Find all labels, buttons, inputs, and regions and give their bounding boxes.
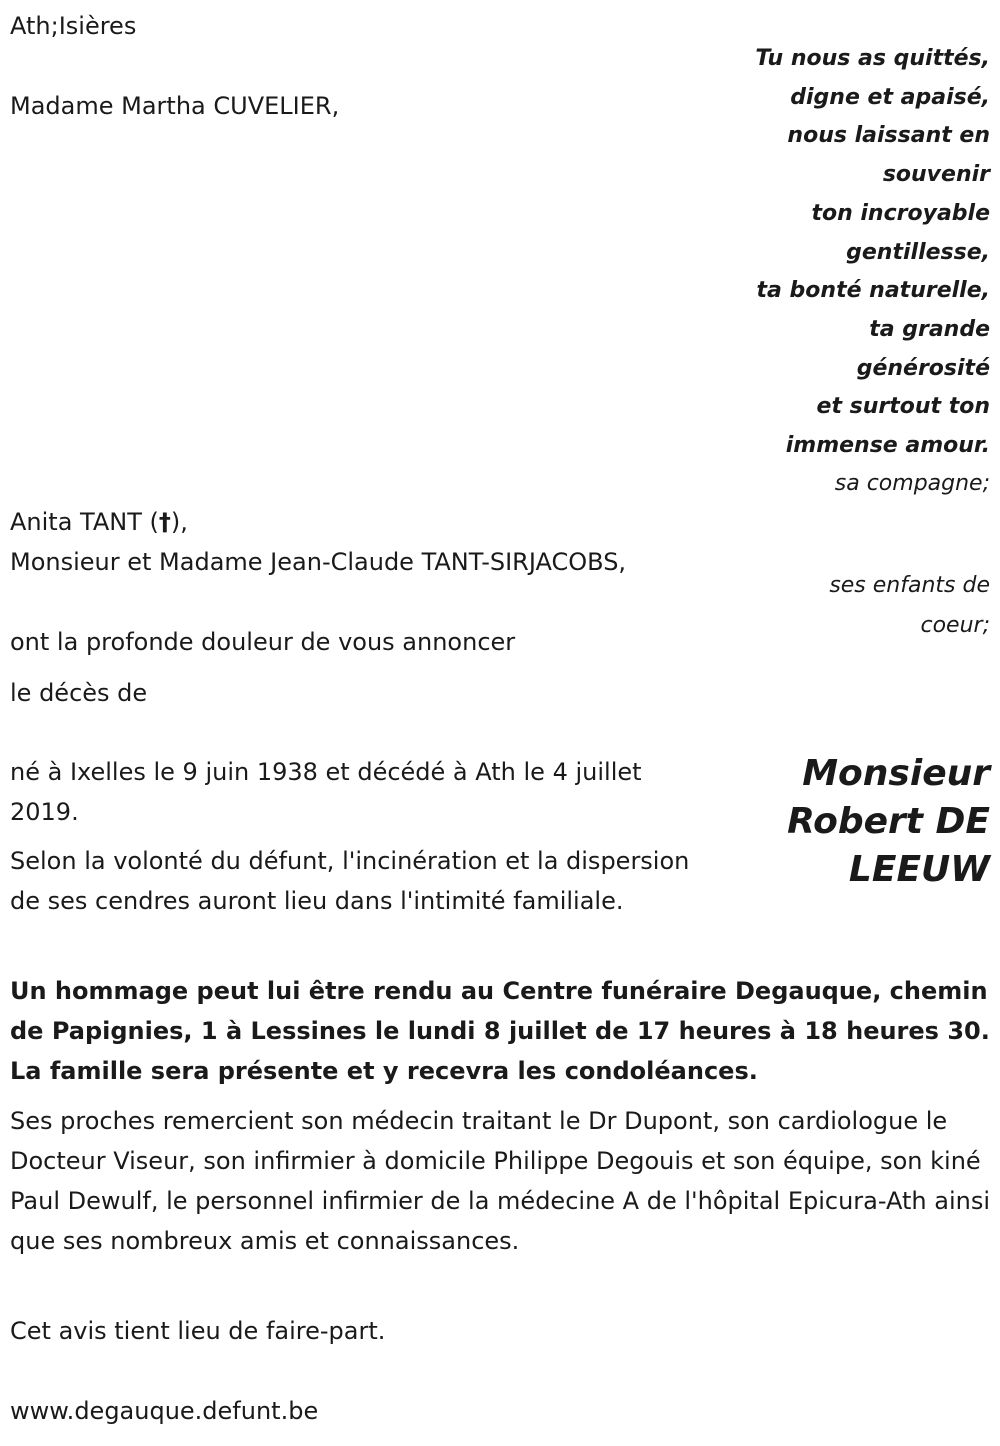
announce-text: ont la profonde douleur de vous annoncer (10, 628, 516, 656)
poem-line: et surtout ton (816, 394, 990, 420)
poem-line: ta bonté naturelle, (756, 278, 990, 304)
poem-line: générosité (856, 355, 990, 381)
homage-text: Un hommage peut lui être rendu au Centre funéraire Degauque, chemin de Papignies, 1 à Lessines le lundi 8 juillet de 17 heures à 18 heures 30. La famille sera présente et y recevra les condoléances. (10, 977, 990, 1085)
children-line-2: Monsieur et Madame Jean-Claude TANT-SIRJACOBS, (10, 548, 627, 576)
poem-line: nous laissant en (787, 123, 990, 149)
place-text: Ath;Isières (10, 12, 137, 40)
poem-block (730, 40, 990, 466)
children-label-line: ses enfants de (829, 573, 990, 598)
partner-label: sa compagne; (834, 471, 990, 496)
poem-line: gentillesse, (846, 239, 990, 265)
deceased-name-line: Robert DE (787, 801, 990, 842)
children-label (829, 566, 990, 646)
poem-line: ton incroyable (811, 200, 990, 226)
partner-name: Madame Martha CUVELIER, (10, 92, 340, 120)
children-line-1 (10, 502, 188, 542)
notice-text: Cet avis tient lieu de faire-part. (10, 1317, 386, 1345)
child-name-end: ), (170, 508, 188, 536)
cross-icon: † (158, 508, 171, 536)
poem-line: souvenir (882, 162, 990, 188)
thanks-text: Ses proches remercient son médecin traitant le Dr Dupont, son cardiologue le Docteur Viseur, son infirmier à domicile Philippe Degouis et son équipe, son kiné Paul Dewulf, le personnel infirmier de la médecine A de l'hôpital Epicura-Ath ainsi que ses nombreux amis et connaissances. (10, 1107, 991, 1255)
poem-line: digne et apaisé, (790, 84, 990, 110)
poem-line: ta grande (869, 316, 990, 342)
wish-text: Selon la volonté du défunt, l'incinération et la dispersion de ses cendres auront lieu dans l'intimité familiale. (10, 847, 690, 915)
child-name: Anita TANT ( (10, 508, 159, 536)
deceased-name (730, 750, 990, 894)
poem-line: immense amour. (785, 433, 990, 459)
birth-death-text: né à Ixelles le 9 juin 1938 et décédé à Ath le 4 juillet 2019. (10, 758, 642, 826)
deces-text: le décès de (10, 679, 148, 707)
website-link[interactable]: www.degauque.defunt.be (10, 1397, 319, 1425)
deceased-name-line: Monsieur (802, 753, 990, 794)
children-label-line: coeur; (920, 613, 990, 638)
deceased-name-line: LEEUW (848, 849, 990, 890)
poem-line: Tu nous as quittés, (755, 46, 990, 71)
